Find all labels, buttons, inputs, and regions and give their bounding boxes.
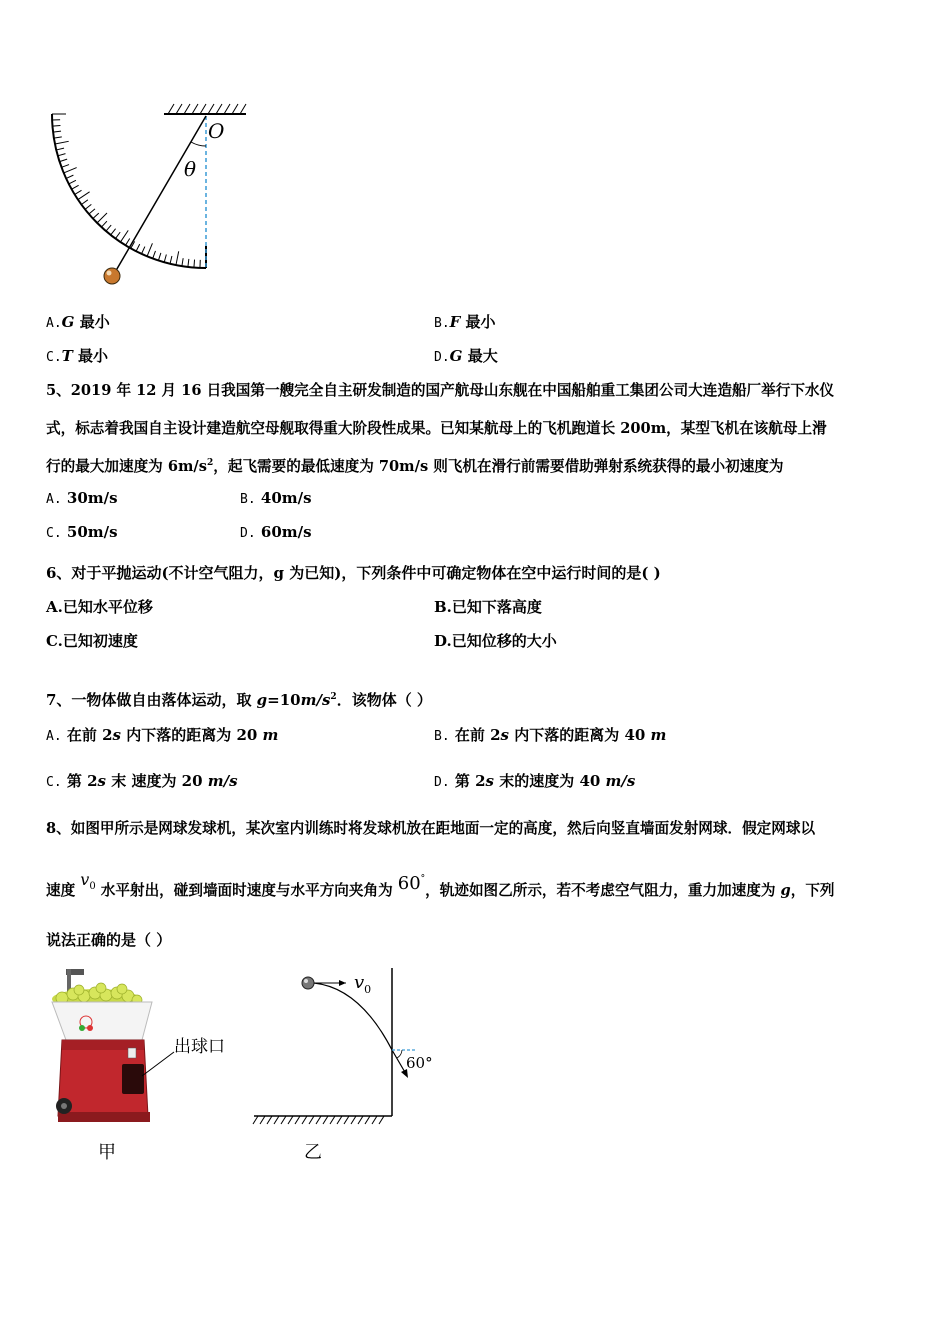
- scale-tick: [64, 168, 77, 173]
- q5-option-c[interactable]: C. 50m/s: [46, 523, 118, 541]
- scale-tick: [111, 229, 116, 235]
- q4-option-a[interactable]: A.G 最小: [46, 313, 110, 331]
- q6-option-b[interactable]: B.已知下落高度: [434, 598, 542, 616]
- ground-hatch: [260, 1116, 265, 1124]
- scale-tick: [72, 185, 79, 189]
- scale-tick: [164, 255, 166, 263]
- scale-tick: [142, 247, 145, 254]
- ground-hatch: [379, 1116, 384, 1124]
- ball-machine-figure: [46, 966, 246, 1166]
- ground-hatch: [309, 1116, 314, 1124]
- ground-hatch: [351, 1116, 356, 1124]
- caption-jia: 甲: [98, 1142, 116, 1163]
- scale-tick: [176, 251, 179, 265]
- scale-tick: [115, 232, 120, 238]
- q5-option-b[interactable]: B. 40m/s: [240, 489, 312, 507]
- scale-tick: [188, 259, 189, 267]
- q5-option-a[interactable]: A. 30m/s: [46, 489, 118, 507]
- q4-option-d[interactable]: D.G 最大: [434, 347, 498, 365]
- ground-hatch: [372, 1116, 377, 1124]
- ground-hatch: [330, 1116, 335, 1124]
- ground-hatch: [253, 1116, 258, 1124]
- label-theta: θ: [184, 157, 197, 181]
- ground-hatch: [365, 1116, 370, 1124]
- q7-stem: 7、一物体做自由落体运动，取 $g=10m/s^2$．该物体（ ）: [46, 691, 432, 709]
- scale-tick: [55, 141, 69, 144]
- q7-option-d[interactable]: D. 第 2s 末的速度为 40 m/s: [434, 772, 636, 790]
- ground-hatch: [323, 1116, 328, 1124]
- caption-yi: 乙: [304, 1142, 322, 1163]
- ground-hatch: [344, 1116, 349, 1124]
- scale-tick: [93, 213, 99, 218]
- q6-option-d[interactable]: D.已知位移的大小: [434, 632, 557, 650]
- q6-stem: 6、对于平抛运动(不计空气阻力，g 为已知)，下列条件中可确定物体在空中运行时间的是( ): [46, 564, 661, 582]
- q4-option-b[interactable]: B.F 最小: [434, 313, 496, 331]
- scale-tick: [136, 244, 140, 251]
- scale-tick: [147, 243, 152, 256]
- q7-option-b[interactable]: B. 在前 2s 内下落的距离为 40 m: [434, 726, 667, 744]
- scale-tick: [69, 180, 76, 184]
- outlet-label: 出球口: [174, 1037, 225, 1057]
- q5-option-d[interactable]: D. 60m/s: [240, 523, 312, 541]
- q8-line1: 8、如图甲所示是网球发球机，某次室内训练时将发球机放在距地面一定的高度，然后向竖直墙面发射网球．假定网球以: [46, 820, 816, 837]
- ground-hatch: [295, 1116, 300, 1124]
- q5-line1: 5、2019 年 12 月 16 日我国第一艘完全自主研发制造的国产航母山东舰在中国船舶重工集团公司大连造船厂举行下水仪: [46, 382, 835, 399]
- q6-option-a[interactable]: A.已知水平位移: [46, 598, 153, 616]
- q4-option-c[interactable]: C.T 最小: [46, 347, 109, 365]
- ground-hatch: [281, 1116, 286, 1124]
- scale-tick: [106, 225, 111, 231]
- ground-hatch: [288, 1116, 293, 1124]
- ground-hatch: [358, 1116, 363, 1124]
- scale-tick: [126, 238, 130, 245]
- q8-line3: 说法正确的是（ ）: [46, 931, 172, 949]
- scale-tick: [101, 221, 106, 227]
- scale-tick: [120, 230, 128, 242]
- q5-line3: 行的最大加速度为 $6m/s^2$，起飞需要的最低速度为 70m/s 则飞机在滑行前需要借助弹射系统获得的最小初速度为: [46, 458, 784, 475]
- scale-tick: [81, 200, 87, 205]
- trajectory-figure: [250, 966, 450, 1166]
- q6-option-c[interactable]: C.已知初速度: [46, 632, 138, 650]
- scale-tick: [75, 190, 82, 194]
- scale-tick: [170, 256, 172, 264]
- v0-label: $v_0$: [354, 972, 372, 996]
- scale-tick: [60, 159, 68, 161]
- label-o: O: [208, 119, 225, 143]
- angle-label: 60°: [406, 1054, 433, 1072]
- q8-line2: 速度 $v^0$ 水平射出，碰到墙面时速度与水平方向夹角为 60°，轨迹如图乙所示，若不考虑空气阻力，重力加速度为 g，下列: [46, 870, 835, 899]
- scale-tick: [52, 125, 60, 126]
- ground-hatch: [316, 1116, 321, 1124]
- scale-tick: [97, 213, 107, 223]
- scale-tick: [58, 154, 66, 156]
- scale-tick: [56, 148, 64, 150]
- q7-option-a[interactable]: A. 在前 2s 内下落的距离为 20 m: [46, 726, 279, 744]
- scale-tick: [153, 251, 156, 259]
- scale-tick: [182, 258, 183, 266]
- scale-tick: [89, 209, 95, 214]
- q5-line2: 式，标志着我国自主设计建造航空母舰取得重大阶段性成果。已知某航母上的飞机跑道长 200m，某型飞机在该航母上滑: [46, 420, 827, 437]
- scale-tick: [158, 253, 160, 261]
- ground-hatch: [302, 1116, 307, 1124]
- pendulum-figure: [46, 96, 266, 296]
- ground-hatch: [274, 1116, 279, 1124]
- scale-tick: [53, 131, 61, 132]
- ground-hatch: [267, 1116, 272, 1124]
- scale-tick: [62, 165, 70, 168]
- scale-tick: [78, 192, 90, 200]
- scale-tick: [66, 175, 73, 178]
- scale-tick: [85, 204, 91, 209]
- scale-tick: [194, 260, 195, 268]
- scale-tick: [54, 137, 62, 138]
- q7-option-c[interactable]: C. 第 2s 末 速度为 20 m/s: [46, 772, 238, 790]
- ground-hatch: [337, 1116, 342, 1124]
